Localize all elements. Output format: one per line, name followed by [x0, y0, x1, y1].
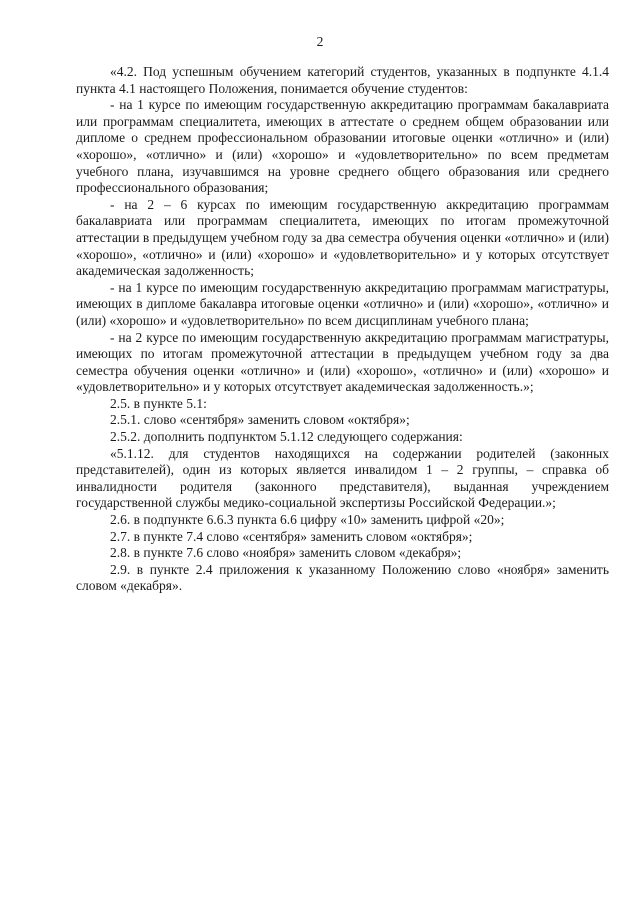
- paragraph-5-1-12: «5.1.12. для студентов находящихся на содержании родителей (законных представителей), один из которых является инвалидом 1 – 2 группы, – справка об инвалидности родителя (законного представителя), выданная учреждением государственной службы медико-социальной экспертизы Российской Федерации.»;: [76, 445, 609, 511]
- paragraph-2-5: 2.5. в пункте 5.1:: [110, 395, 207, 411]
- paragraph-2-9: 2.9. в пункте 2.4 приложения к указанному Положению слово «ноября» заменить словом «декабря».: [76, 561, 609, 594]
- paragraph-bullet-master-year1: - на 1 курсе по имеющим государственную аккредитацию программам магистратуры, имеющих в дипломе бакалавра итоговые оценки «отлично» и (или) «хорошо», «отлично» и (или) «хорошо» и «удовлетворительно» по всем дисциплинам учебного плана;: [76, 279, 609, 328]
- page-number: 2: [316, 34, 324, 49]
- paragraph-2-5-1: 2.5.1. слово «сентября» заменить словом «октября»;: [110, 412, 410, 428]
- paragraph-2-7: 2.7. в пункте 7.4 слово «сентября» заменить словом «октября»;: [110, 528, 473, 544]
- paragraph-bullet-bachelor-year2-6: - на 2 – 6 курсах по имеющим государственную аккредитацию программам бакалавриата или программам специалитета, имеющих по итогам промежуточной аттестации в предыдущем учебном году за два семестра обучения оценки «отлично» и (или) «хорошо», «отлично» и (или) «хорошо» и «удовлетворительно» и у которых отсутствует академическая задолженность;: [76, 196, 609, 279]
- paragraph-2-8: 2.8. в пункте 7.6 слово «ноября» заменить словом «декабря»;: [110, 545, 462, 561]
- paragraph-bullet-bachelor-year1: - на 1 курсе по имеющим государственную аккредитацию программам бакалавриата или программам специалитета, имеющих в аттестате о среднем общем образовании или дипломе о среднем профессиональном образовании итоговые оценки «отлично» и (или) «хорошо», «отлично» и (или) «хорошо» и «удовлетворительно» по всем предметам учебного плана, изучавшимся на уровне среднего общего образования или среднего профессионального образования;: [76, 97, 609, 196]
- paragraph-2-5-2: 2.5.2. дополнить подпунктом 5.1.12 следующего содержания:: [110, 429, 463, 445]
- paragraph-2-6: 2.6. в подпункте 6.6.3 пункта 6.6 цифру «10» заменить цифрой «20»;: [110, 512, 505, 528]
- paragraph-bullet-master-year2: - на 2 курсе по имеющим государственную аккредитацию программам магистратуры, имеющих по итогам промежуточной аттестации в предыдущем учебном году за два семестра обучения оценки «отлично» и (или) «хорошо», «отлично» и (или) «хорошо» и «удовлетворительно» и у которых отсутствует академическая задолженность.»;: [76, 329, 609, 395]
- document-body: [76, 64, 609, 595]
- paragraph-4-2-intro: «4.2. Под успешным обучением категорий студентов, указанных в подпункте 4.1.4 пункта 4.1 настоящего Положения, понимается обучение студентов:: [76, 64, 609, 96]
